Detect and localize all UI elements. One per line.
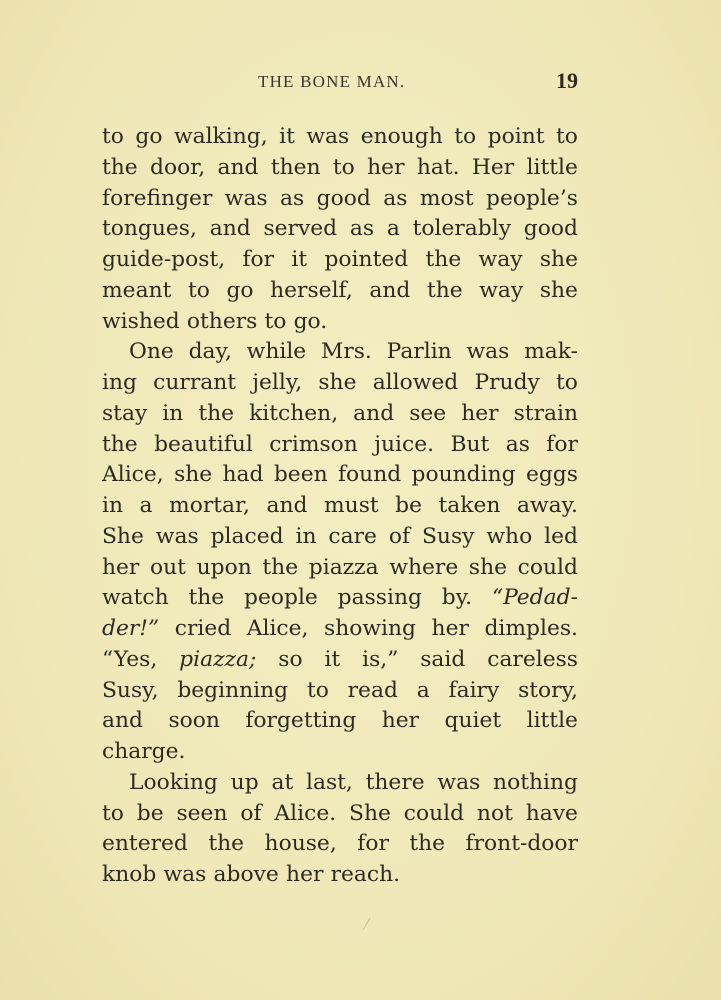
word: in	[162, 400, 184, 426]
word: meant	[102, 277, 172, 303]
text-line	[102, 737, 578, 768]
word: for	[546, 431, 578, 457]
word: quiet	[444, 708, 502, 734]
word: she	[539, 277, 578, 303]
word: little	[526, 154, 578, 180]
word: to	[187, 277, 210, 303]
word: could	[403, 800, 465, 826]
word: to	[306, 677, 329, 703]
word: strain	[513, 400, 578, 426]
word: day,	[188, 339, 232, 365]
word: “Yes,	[102, 646, 158, 672]
word: away.	[516, 493, 578, 518]
text-line	[102, 860, 578, 891]
word: her	[431, 616, 469, 641]
word	[102, 614, 159, 645]
word: her	[367, 154, 405, 180]
word: pointed	[324, 247, 409, 272]
word: others	[186, 308, 258, 334]
word: to	[454, 124, 477, 149]
word: in	[295, 523, 317, 549]
stray-ink-mark	[363, 918, 371, 931]
word: soon	[168, 708, 220, 734]
text-line	[102, 706, 578, 737]
word: care	[328, 523, 377, 549]
word: to	[102, 124, 124, 149]
word: to	[556, 124, 578, 149]
body-text	[102, 122, 578, 891]
word: read	[347, 677, 398, 703]
word: not	[476, 800, 513, 826]
word: and	[217, 154, 259, 180]
word: the	[262, 554, 299, 580]
word: there	[365, 769, 425, 795]
word: cried	[174, 616, 232, 641]
word: Susy	[421, 523, 475, 549]
word: be	[136, 800, 164, 826]
word: enough	[360, 124, 443, 149]
word: crimson	[269, 431, 358, 457]
word: go	[135, 124, 163, 149]
word: up	[230, 769, 259, 795]
word: Alice,	[246, 616, 309, 641]
word: for	[242, 247, 275, 272]
word: her	[286, 862, 324, 887]
word: passing	[337, 585, 422, 611]
word: it	[291, 247, 308, 272]
text-line	[102, 245, 578, 276]
word: the	[198, 400, 235, 426]
text-line	[102, 676, 578, 707]
word: most	[419, 185, 474, 211]
text-line	[102, 553, 578, 584]
word: found	[337, 462, 402, 488]
text-line	[102, 307, 578, 338]
word: mak-	[524, 339, 578, 365]
word: while	[246, 339, 307, 365]
word: But	[450, 431, 490, 457]
text-line	[102, 768, 578, 799]
word: so	[278, 646, 303, 672]
word: was	[155, 523, 199, 549]
word: she	[468, 554, 508, 580]
word: and	[353, 400, 395, 426]
word: She	[102, 523, 144, 549]
word: and	[209, 216, 251, 242]
word: as	[505, 431, 530, 457]
word: Parlin	[386, 339, 452, 365]
word: good	[316, 185, 371, 211]
word: watch	[102, 585, 169, 611]
word: upon	[196, 554, 252, 580]
word: and	[266, 493, 308, 518]
word: ing	[102, 370, 137, 395]
word: way	[479, 277, 524, 303]
word: by.	[441, 585, 473, 611]
word: the	[425, 247, 462, 272]
word: currant	[153, 370, 237, 395]
word: people’s	[486, 185, 578, 211]
word: story,	[518, 677, 578, 703]
word: Mrs.	[321, 339, 372, 365]
word: the	[409, 831, 446, 857]
word: dimples.	[484, 616, 578, 641]
italic-word: piazza;	[179, 646, 257, 672]
word: the	[102, 431, 138, 457]
word: of	[240, 800, 262, 826]
word: hat.	[416, 154, 460, 180]
word: door,	[150, 154, 206, 180]
word: She	[349, 800, 391, 826]
word: to	[332, 154, 355, 180]
text-line	[102, 491, 578, 522]
word: to	[102, 800, 124, 826]
word: allowed	[372, 370, 459, 395]
word: a	[386, 216, 400, 242]
word: taken	[438, 493, 501, 518]
word: herself,	[270, 277, 353, 303]
word: it	[279, 124, 295, 149]
word: beautiful	[154, 431, 253, 457]
word: Alice.	[274, 800, 337, 826]
word: forefinger	[102, 185, 213, 211]
word: the	[188, 585, 225, 611]
word: her	[461, 400, 499, 426]
word: seen	[176, 800, 228, 826]
word: juice.	[374, 431, 435, 457]
word: beginning	[177, 677, 289, 703]
word: be	[395, 493, 423, 518]
text-line	[102, 460, 578, 491]
word: the	[426, 277, 463, 303]
word: little	[526, 708, 578, 734]
word: wished	[102, 308, 180, 334]
word: stay	[102, 400, 148, 426]
text-line	[102, 583, 578, 614]
word: jelly,	[252, 370, 303, 395]
word: it	[324, 646, 341, 672]
word: to	[556, 370, 578, 395]
word: for	[357, 831, 389, 857]
word: One	[129, 339, 174, 365]
text-line	[102, 829, 578, 860]
word: of	[388, 523, 411, 549]
word: kitchen,	[249, 400, 339, 426]
word: mortar,	[169, 493, 250, 518]
word: have	[525, 800, 578, 826]
word: tongues,	[102, 216, 197, 242]
text-line	[102, 276, 578, 307]
word: above	[213, 862, 279, 887]
word: way	[478, 247, 523, 272]
text-line	[102, 122, 578, 153]
word: was	[224, 185, 268, 211]
word: go.	[293, 308, 328, 334]
word	[179, 645, 256, 676]
italic-word: der!”	[102, 616, 160, 641]
word: front-door	[465, 831, 578, 857]
word: she	[539, 247, 578, 272]
word: pounding	[411, 462, 516, 488]
word: charge.	[102, 739, 186, 764]
word: she	[318, 370, 357, 395]
word: could	[517, 554, 578, 580]
word: good	[523, 216, 578, 242]
word: forgetting	[245, 708, 357, 734]
word: who	[486, 523, 533, 549]
word: Susy,	[102, 677, 159, 703]
word: showing	[324, 616, 416, 641]
word: was	[163, 862, 207, 887]
word: careless	[487, 646, 578, 672]
word: go	[226, 277, 254, 303]
word: her	[102, 554, 140, 580]
word: was	[466, 339, 510, 365]
text-line	[102, 799, 578, 830]
word: at	[271, 769, 294, 795]
word: she	[174, 462, 213, 488]
word: see	[409, 400, 447, 426]
word: last,	[306, 769, 353, 795]
word: out	[150, 554, 186, 580]
text-line	[102, 645, 578, 676]
word: led	[544, 523, 578, 549]
word: walking,	[173, 124, 268, 149]
word: in	[102, 493, 124, 518]
text-line	[102, 184, 578, 215]
word: been	[273, 462, 328, 488]
word: Her	[471, 154, 515, 180]
word: was	[306, 124, 350, 149]
word: people	[244, 585, 318, 611]
word: entered	[102, 831, 188, 857]
word: Prudy	[474, 370, 540, 395]
word: to	[264, 308, 287, 334]
word	[492, 583, 578, 614]
text-line	[102, 153, 578, 184]
word: and	[369, 277, 411, 303]
word: the	[208, 831, 245, 857]
word: served	[263, 216, 338, 242]
word: house,	[264, 831, 337, 857]
text-line	[102, 522, 578, 553]
text-line	[102, 368, 578, 399]
italic-word: “Pedad-	[491, 585, 578, 611]
word: fairy	[448, 677, 500, 703]
word: as	[383, 185, 408, 211]
word: a	[139, 493, 153, 518]
word: is,”	[362, 646, 399, 672]
text-line	[102, 430, 578, 461]
word: the	[102, 154, 138, 180]
text-line	[102, 399, 578, 430]
word: as	[280, 185, 305, 211]
word: eggs	[525, 462, 578, 488]
text-line	[102, 214, 578, 245]
page-number: 19	[556, 68, 578, 93]
word: must	[324, 493, 379, 518]
word: nothing	[493, 769, 578, 795]
word: where	[389, 554, 459, 580]
word: a	[416, 677, 430, 703]
word: point	[487, 124, 545, 149]
word: guide-post,	[102, 247, 226, 272]
word: as	[349, 216, 375, 242]
word: piazza	[308, 554, 379, 580]
word: had	[222, 462, 264, 488]
word: placed	[210, 523, 284, 549]
running-title: THE BONE MAN.	[258, 72, 406, 91]
word: her	[381, 708, 420, 734]
word: Looking	[129, 769, 218, 795]
text-line	[102, 337, 578, 368]
word: knob	[102, 862, 157, 887]
text-line	[102, 614, 578, 645]
word: and	[102, 708, 143, 734]
word: said	[420, 646, 466, 672]
word: then	[270, 154, 321, 180]
word: tolerably	[412, 216, 512, 242]
word: Alice,	[102, 462, 164, 488]
word: was	[437, 769, 481, 795]
word: reach.	[330, 862, 401, 887]
